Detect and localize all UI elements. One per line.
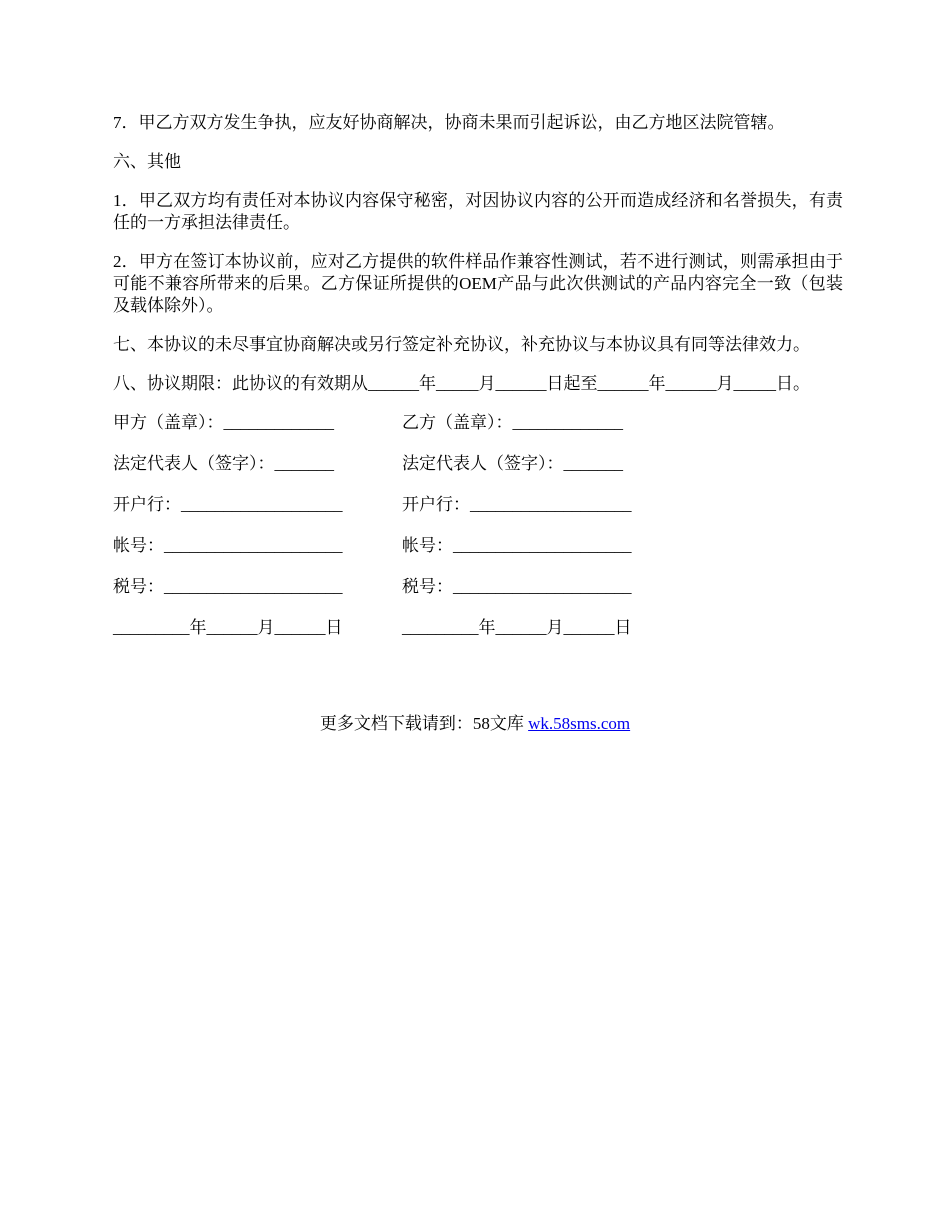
signature-row-tax	[113, 576, 843, 598]
signature-block	[113, 412, 843, 639]
signature-row-representative	[113, 453, 843, 475]
signature-row-seal	[113, 412, 843, 434]
party-b-tax-id: 税号：_____________________	[402, 577, 632, 596]
party-b-account: 帐号：_____________________	[402, 536, 632, 555]
party-b-bank: 开户行：___________________	[402, 495, 632, 514]
document-body	[113, 112, 843, 658]
clause-compatibility-test: 2．甲方在签订本协议前，应对乙方提供的软件样品作兼容性测试，若不进行测试，则需承担由于可能不兼容所带来的后果。乙方保证所提供的OEM产品与此次供测试的产品内容完全一致（包装及载体除外）。	[113, 252, 843, 315]
party-a-date: _________年______月______日	[113, 618, 343, 637]
section-7-supplementary: 七、本协议的未尽事宜协商解决或另行签定补充协议，补充协议与本协议具有同等法律效力。	[113, 335, 810, 354]
party-a-tax-id: 税号：_____________________	[113, 577, 343, 596]
clause-7-dispute: 7．甲乙方双方发生争执，应友好协商解决，协商未果而引起诉讼，由乙方地区法院管辖。	[113, 113, 785, 132]
section-8-term: 八、协议期限：此协议的有效期从______年_____月______日起至______年______月_____日。	[113, 374, 810, 393]
party-b-seal: 乙方（盖章）：_____________	[402, 413, 623, 432]
footer-text: 更多文档下载请到：58文库	[319, 714, 529, 733]
party-b-representative: 法定代表人（签字）：_______	[402, 454, 623, 473]
clause-confidentiality: 1．甲乙双方均有责任对本协议内容保守秘密，对因协议内容的公开而造成经济和名誉损失，有责任的一方承担法律责任。	[113, 191, 843, 232]
signature-row-account	[113, 535, 843, 557]
party-b-date: _________年______月______日	[402, 618, 632, 637]
section-6-heading: 六、其他	[113, 152, 181, 171]
party-a-seal: 甲方（盖章）：_____________	[113, 413, 334, 432]
party-a-representative: 法定代表人（签字）：_______	[113, 454, 334, 473]
party-a-account: 帐号：_____________________	[113, 536, 343, 555]
signature-row-bank	[113, 494, 843, 516]
download-footer	[0, 713, 950, 735]
signature-row-date	[113, 617, 843, 639]
party-a-bank: 开户行：___________________	[113, 495, 343, 514]
footer-link[interactable]: wk.58sms.com	[528, 714, 631, 733]
